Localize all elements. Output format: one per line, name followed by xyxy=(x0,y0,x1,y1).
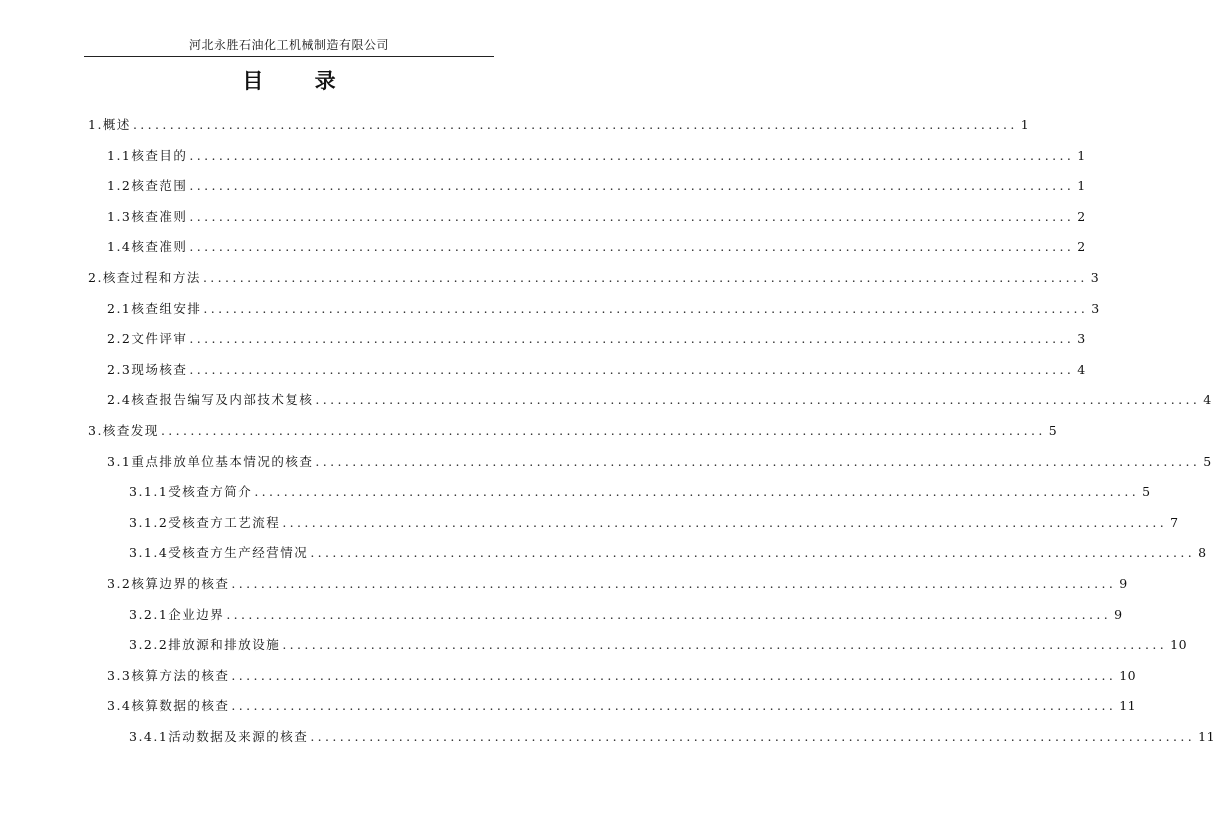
toc-entry-label: 3.1.4受核查方生产经营情况 xyxy=(129,545,309,561)
toc-entry[interactable] xyxy=(107,329,1086,349)
toc-entry-page-number: 11 xyxy=(1119,698,1137,714)
toc-entry-label: 1.3核查准则 xyxy=(107,208,188,224)
toc-entry[interactable] xyxy=(88,115,1030,135)
toc-entry-page-number: 8 xyxy=(1198,545,1207,561)
header-divider xyxy=(84,56,494,57)
dot-leader: ........................................................................................................................ xyxy=(310,545,1196,561)
toc-entry[interactable] xyxy=(129,605,1123,625)
toc-entry-label: 1.概述 xyxy=(88,117,131,132)
toc-entry-label: 3.4.1活动数据及来源的核查 xyxy=(129,729,309,744)
toc-entry[interactable] xyxy=(107,574,1128,594)
toc-entry-page-number: 4 xyxy=(1077,361,1086,377)
toc-entry[interactable] xyxy=(129,727,1215,747)
dot-leader: ........................................................................................................................ xyxy=(189,178,1075,194)
toc-entry[interactable] xyxy=(107,299,1100,319)
dot-leader: ........................................................................................................................ xyxy=(315,392,1201,408)
toc-entry-label: 3.2.1企业边界 xyxy=(129,606,225,622)
toc-entry-page-number: 1 xyxy=(1020,117,1030,132)
dot-leader: ........................................................................................................................ xyxy=(231,667,1117,683)
toc-entry-label: 2.3现场核查 xyxy=(107,361,188,377)
toc-entry-label: 2.1核查组安排 xyxy=(107,300,202,316)
toc-entry-page-number: 10 xyxy=(1170,637,1188,653)
dot-leader: ........................................................................................................................ xyxy=(315,453,1201,469)
toc-entry-page-number: 7 xyxy=(1170,514,1179,530)
dot-leader: ........................................................................................................................ xyxy=(231,698,1117,714)
toc-entry-page-number: 2 xyxy=(1077,208,1086,224)
toc-entry-label: 3.2核算边界的核查 xyxy=(107,576,230,591)
toc-entry[interactable] xyxy=(129,482,1151,502)
toc-entry-page-number: 3 xyxy=(1091,300,1100,316)
toc-entry[interactable] xyxy=(107,360,1086,380)
dot-leader: ........................................................................................................................ xyxy=(132,117,1018,132)
toc-entry-label: 3.1.2受核查方工艺流程 xyxy=(129,514,281,530)
dot-leader: ........................................................................................................................ xyxy=(189,239,1075,255)
toc-entry-label: 3.4核算数据的核查 xyxy=(107,698,230,714)
toc-entry-page-number: 5 xyxy=(1048,423,1058,438)
toc-entry[interactable] xyxy=(107,146,1086,166)
dot-leader: ........................................................................................................................ xyxy=(189,208,1075,224)
toc-entry-label: 2.4核查报告编写及内部技术复核 xyxy=(107,392,314,408)
dot-leader: ........................................................................................................................ xyxy=(226,606,1112,622)
toc-entry-page-number: 10 xyxy=(1119,667,1137,683)
toc-entry[interactable] xyxy=(107,452,1212,472)
toc-entry[interactable] xyxy=(107,390,1212,410)
toc-entry-page-number: 2 xyxy=(1077,239,1086,255)
toc-entry-label: 2.2文件评审 xyxy=(107,331,188,347)
toc-entry[interactable] xyxy=(107,207,1086,227)
dot-leader: ........................................................................................................................ xyxy=(203,300,1089,316)
toc-entry-label: 1.4核查准则 xyxy=(107,239,188,255)
toc-entry[interactable] xyxy=(88,268,1100,288)
toc-entry-label: 3.2.2排放源和排放设施 xyxy=(129,637,281,653)
toc-entry-label: 2.核查过程和方法 xyxy=(88,270,201,285)
toc-entry-label: 3.核查发现 xyxy=(88,423,159,438)
dot-leader: ........................................................................................................................ xyxy=(231,576,1117,591)
dot-leader: ........................................................................................................................ xyxy=(189,331,1075,347)
toc-entry-label: 3.1.1受核查方简介 xyxy=(129,484,253,500)
toc-entry-page-number: 3 xyxy=(1077,331,1086,347)
toc-entry-label: 1.1核查目的 xyxy=(107,147,188,163)
toc-entry-page-number: 5 xyxy=(1142,484,1151,500)
page-header-company: 河北永胜石油化工机械制造有限公司 xyxy=(188,38,389,52)
toc-entry-page-number: 1 xyxy=(1077,178,1086,194)
toc-entry-page-number: 3 xyxy=(1090,270,1100,285)
toc-entry[interactable] xyxy=(129,543,1207,563)
toc-entry-page-number: 4 xyxy=(1203,392,1212,408)
toc-entry[interactable] xyxy=(107,176,1086,196)
toc-entry[interactable] xyxy=(129,513,1179,533)
dot-leader: ........................................................................................................................ xyxy=(310,729,1196,744)
toc-entry-label: 3.1重点排放单位基本情况的核查 xyxy=(107,453,314,469)
toc-entry[interactable] xyxy=(107,666,1137,686)
dot-leader: ........................................................................................................................ xyxy=(189,361,1075,377)
dot-leader: ........................................................................................................................ xyxy=(282,637,1168,653)
toc-entry-page-number: 11 xyxy=(1198,729,1215,744)
dot-leader: ........................................................................................................................ xyxy=(202,270,1088,285)
toc-entry-label: 3.3核算方法的核查 xyxy=(107,667,230,683)
toc-entry[interactable] xyxy=(129,635,1188,655)
dot-leader: ........................................................................................................................ xyxy=(189,147,1075,163)
toc-entry-page-number: 1 xyxy=(1077,147,1086,163)
page-title: 目 录 xyxy=(242,68,358,93)
dot-leader: ........................................................................................................................ xyxy=(254,484,1140,500)
toc-entry-label: 1.2核查范围 xyxy=(107,178,188,194)
toc-entry[interactable] xyxy=(107,237,1086,257)
toc-entry-page-number: 9 xyxy=(1119,576,1128,591)
toc-entry-page-number: 5 xyxy=(1203,453,1212,469)
toc-entry[interactable] xyxy=(88,421,1058,441)
toc-entry-page-number: 9 xyxy=(1114,606,1123,622)
dot-leader: ........................................................................................................................ xyxy=(282,514,1168,530)
dot-leader: ........................................................................................................................ xyxy=(160,423,1046,438)
toc-entry[interactable] xyxy=(107,696,1137,716)
